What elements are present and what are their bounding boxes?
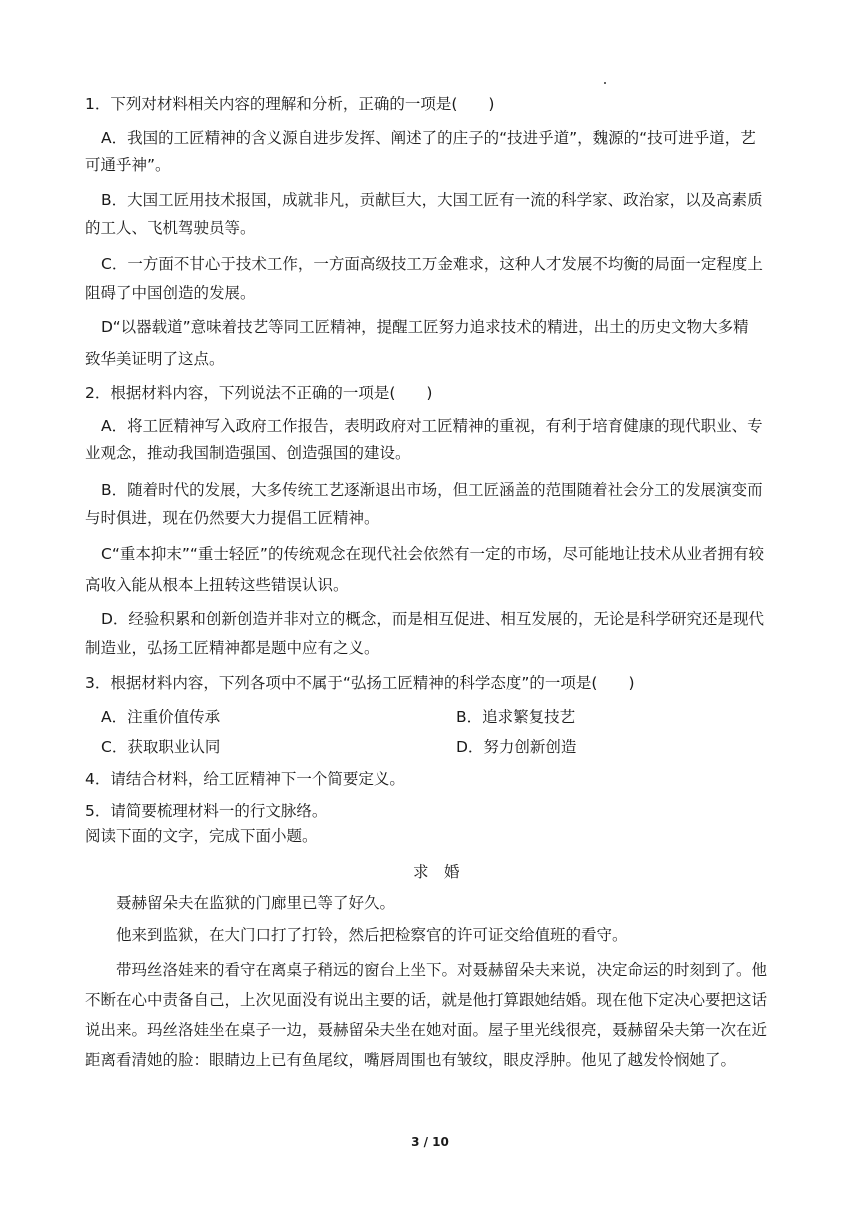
q1-option-d-line1: D“以器载道”意味着技艺等同工匠精神，提醒工匠努力追求技术的精进，出土的历史文物大多精 bbox=[101, 318, 749, 336]
story-paragraph-2: 他来到监狱，在大门口打了打铃，然后把检察官的许可证交给值班的看守。 bbox=[116, 926, 628, 944]
q1-option-c-line1: C．一方面不甘心于技术工作，一方面高级技工万金难求，这种人才发展不均衡的局面一定程度上 bbox=[101, 255, 763, 273]
q3-option-d: D．努力创新创造 bbox=[456, 738, 577, 756]
q1-stem: 1．下列对材料相关内容的理解和分析，正确的一项是( ) bbox=[85, 95, 495, 113]
q2-option-c-line1: C“重本抑末”“重士轻匠”的传统观念在现代社会依然有一定的市场，尽可能地让技术从业者拥有较 bbox=[101, 545, 764, 563]
q2-option-b-line2: 与时俱进，现在仍然要大力提倡工匠精神。 bbox=[85, 509, 380, 527]
q1-option-d-line2: 致华美证明了这点。 bbox=[85, 350, 225, 368]
q4-stem: 4．请结合材料，给工匠精神下一个简要定义。 bbox=[85, 770, 405, 788]
q2-option-a-line2: 业观念，推动我国制造强国、创造强国的建设。 bbox=[85, 444, 411, 462]
q2-option-a-line1: A．将工匠精神写入政府工作报告，表明政府对工匠精神的重视，有利于培育健康的现代职业、专 bbox=[101, 417, 763, 435]
q3-option-a: A．注重价值传承 bbox=[101, 708, 221, 726]
q2-option-b-line1: B．随着时代的发展，大多传统工艺逐渐退出市场，但工匠涵盖的范围随着社会分工的发展演变而 bbox=[101, 481, 763, 499]
story-paragraph-3-line2: 不断在心中责备自己，上次见面没有说出主要的话，就是他打算跟她结婚。现在他下定决心要把这话 bbox=[85, 991, 768, 1009]
q2-stem: 2．根据材料内容，下列说法不正确的一项是( ) bbox=[85, 384, 433, 402]
q3-option-c: C．获取职业认同 bbox=[101, 738, 221, 756]
story-paragraph-3-line3: 说出来。玛丝洛娃坐在桌子一边，聂赫留朵夫坐在她对面。屋子里光线很亮，聂赫留朵夫第一次在近 bbox=[85, 1021, 768, 1039]
q1-option-a-line1: A．我国的工匠精神的含义源自进步发挥、阐述了的庄子的“技进乎道”，魏源的“技可进乎道，艺 bbox=[101, 129, 756, 147]
q5-stem: 5．请简要梳理材料一的行文脉络。 bbox=[85, 802, 328, 820]
q1-option-a-line2: 可通乎神”。 bbox=[85, 156, 171, 174]
speck-mark bbox=[604, 82, 606, 84]
page-number: 3 / 10 bbox=[411, 1135, 449, 1149]
q1-option-b-line1: B．大国工匠用技术报国，成就非凡，贡献巨大，大国工匠有一流的科学家、政治家，以及高素质 bbox=[101, 191, 763, 209]
q3-option-b: B．追求繁复技艺 bbox=[456, 708, 576, 726]
story-paragraph-3-line1: 带玛丝洛娃来的看守在离桌子稍远的窗台上坐下。对聂赫留朵夫来说，决定命运的时刻到了。他 bbox=[116, 961, 768, 979]
q2-option-c-line2: 高收入能从根本上扭转这些错误认识。 bbox=[85, 576, 349, 594]
q1-option-b-line2: 的工人、飞机驾驶员等。 bbox=[85, 219, 256, 237]
story-paragraph-3-line4: 距离看清她的脸：眼睛边上已有鱼尾纹，嘴唇周围也有皱纹，眼皮浮肿。他见了越发怜悯她了。 bbox=[85, 1051, 737, 1069]
story-paragraph-1: 聂赫留朵夫在监狱的门廊里已等了好久。 bbox=[116, 894, 396, 912]
q3-stem: 3．根据材料内容，下列各项中不属于“弘扬工匠精神的科学态度”的一项是( ) bbox=[85, 674, 635, 692]
q2-option-d-line1: D．经验积累和创新创造并非对立的概念，而是相互促进、相互发展的，无论是科学研究还是现代 bbox=[101, 610, 764, 628]
story-title: 求 婚 bbox=[413, 863, 460, 881]
reading-instruction: 阅读下面的文字，完成下面小题。 bbox=[85, 827, 318, 845]
q1-option-c-line2: 阻碍了中国创造的发展。 bbox=[85, 284, 256, 302]
q2-option-d-line2: 制造业，弘扬工匠精神都是题中应有之义。 bbox=[85, 639, 380, 657]
